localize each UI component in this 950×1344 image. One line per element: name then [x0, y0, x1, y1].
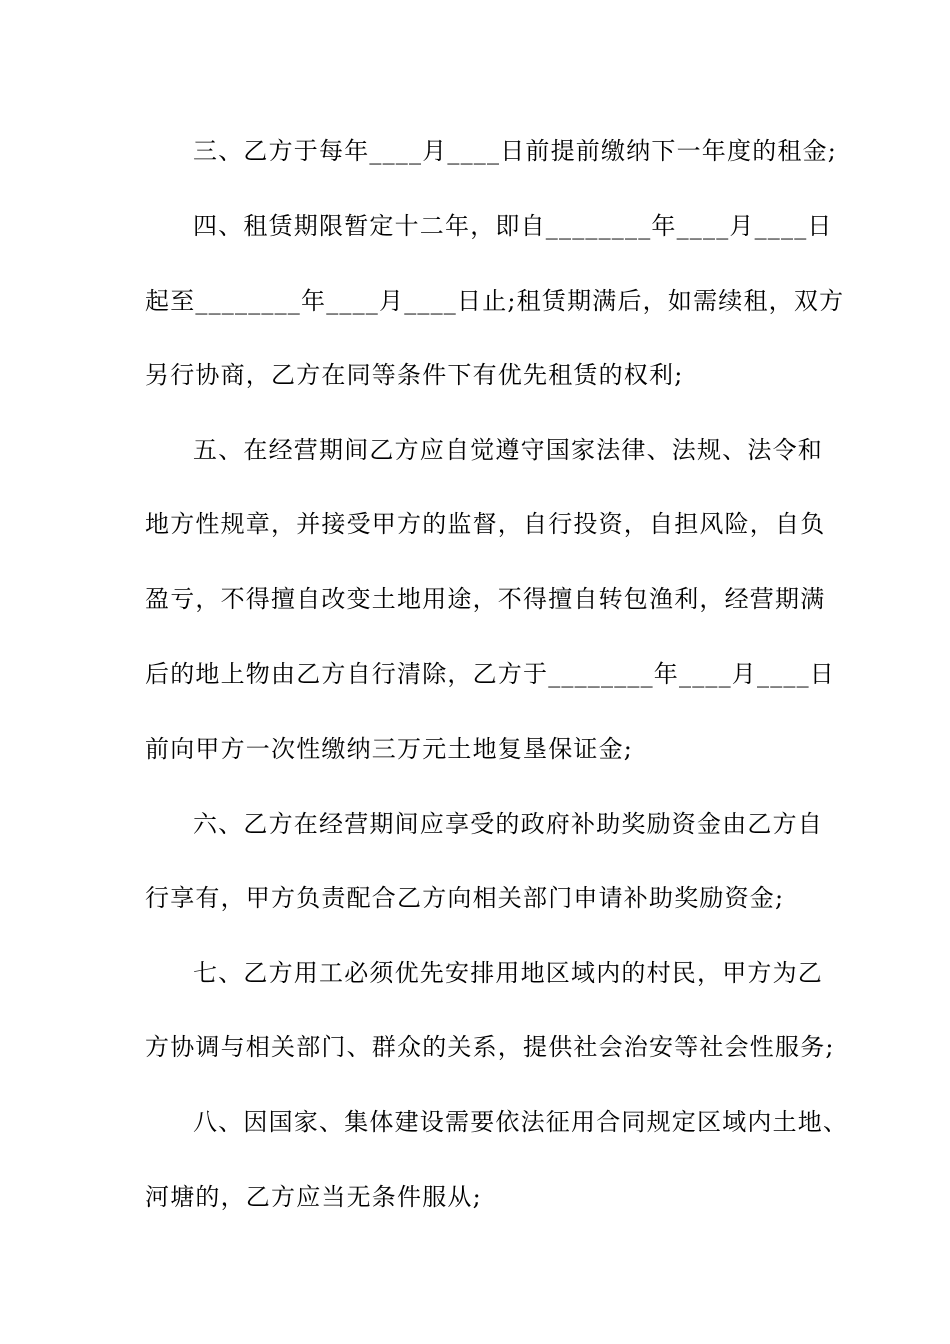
clause-5-line-5: 前向甲方一次性缴纳三万元土地复垦保证金;	[145, 735, 634, 763]
clause-3-line-1: 三、乙方于每年____月____日前提前缴纳下一年度的租金;	[193, 137, 838, 165]
clause-4-line-1: 四、租赁期限暂定十二年，即自________年____月____日	[193, 212, 833, 240]
clause-6-line-2: 行享有，甲方负责配合乙方向相关部门申请补助奖励资金;	[145, 884, 785, 912]
clause-5-line-4: 后的地上物由乙方自行清除，乙方于________年____月____日	[145, 660, 835, 688]
clause-5-line-3: 盈亏，不得擅自改变土地用途，不得擅自转包渔利，经营期满	[145, 585, 826, 613]
clause-5-line-2: 地方性规章，并接受甲方的监督，自行投资，自担风险，自负	[145, 510, 826, 538]
clause-8-line-2: 河塘的，乙方应当无条件服从;	[145, 1183, 482, 1211]
clause-7-line-1: 七、乙方用工必须优先安排用地区域内的村民，甲方为乙	[193, 959, 823, 987]
clause-5-line-1: 五、在经营期间乙方应自觉遵守国家法律、法规、法令和	[193, 436, 823, 464]
clause-8-line-1: 八、因国家、集体建设需要依法征用合同规定区域内土地、	[193, 1108, 849, 1136]
clause-4-line-2: 起至________年____月____日止;租赁期满后，如需续租，双方	[145, 287, 845, 315]
clause-4-line-3: 另行协商，乙方在同等条件下有优先租赁的权利;	[145, 361, 684, 389]
clause-7-line-2: 方协调与相关部门、群众的关系，提供社会治安等社会性服务;	[145, 1033, 835, 1061]
clause-6-line-1: 六、乙方在经营期间应享受的政府补助奖励资金由乙方自	[193, 810, 823, 838]
